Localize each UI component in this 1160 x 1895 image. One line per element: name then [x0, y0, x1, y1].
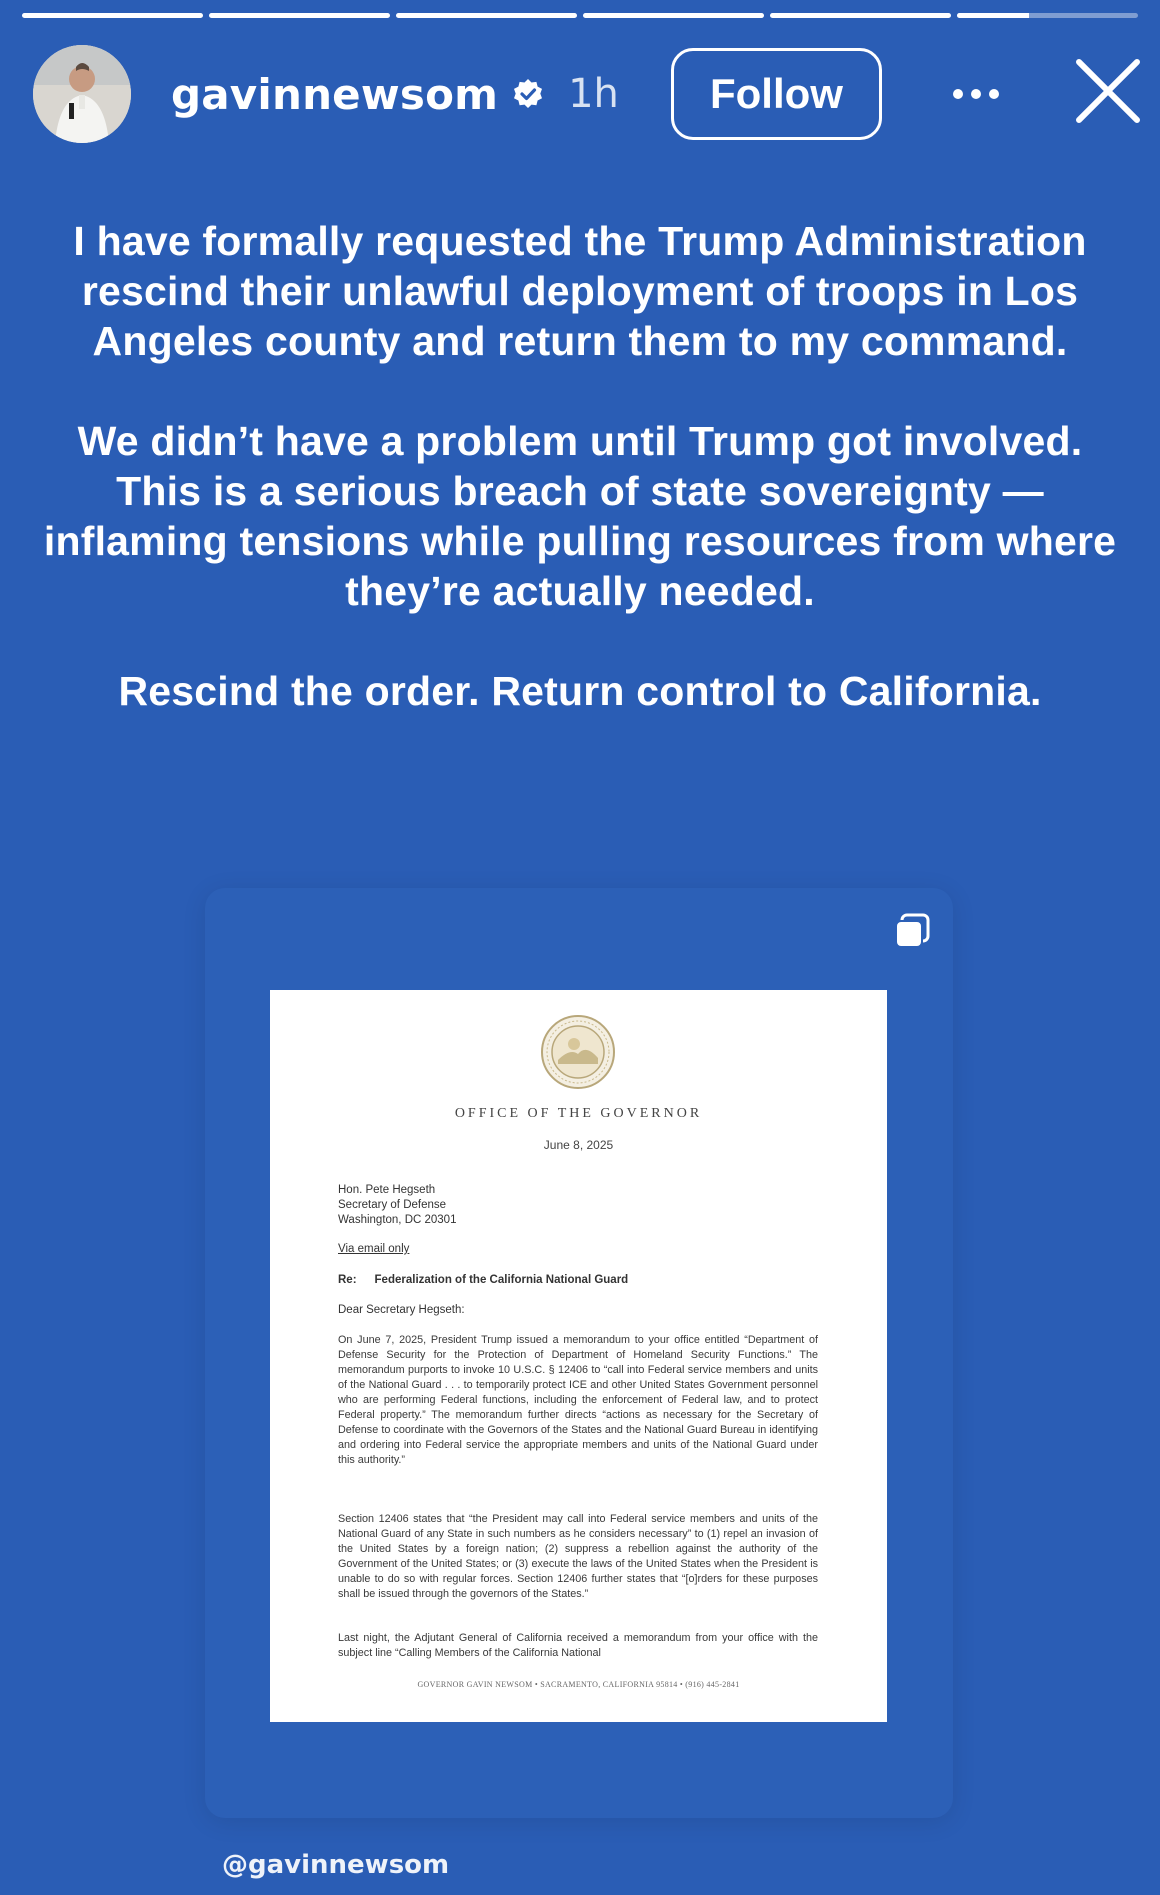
story-progress-bar	[22, 13, 1138, 18]
story-paragraph-2: We didn’t have a problem until Trump got involved. This is a serious breach of state sovereignty — inflaming tensions while pulling resources from where they’re actually needed.	[43, 418, 1117, 614]
letter-addressee	[338, 1183, 456, 1228]
mention-tag[interactable]: @gavinnewsom	[222, 1850, 450, 1880]
close-x-icon[interactable]	[1073, 56, 1143, 126]
re-subject: Federalization of the California National Guard	[374, 1274, 629, 1286]
follow-button[interactable]: Follow	[671, 48, 882, 140]
carousel-multiple-icon	[893, 912, 931, 950]
more-horizontal-icon[interactable]	[948, 66, 1004, 122]
progress-segment	[957, 13, 1138, 18]
letter-body-paragraph: Section 12406 states that “the President may call into Federal service members and units of the National Guard of any State in such numbers as he considers necessary” to (1) repel an invasion of the United States by a foreign nation; (2) suppress a rebellion against the authority of the Government of the United States; or (3) execute the laws of the United States when the President is unable to do so with regular forces. Section 12406 further states that “[o]rders for these purposes shall be issued through the governors of the States.”	[338, 1513, 818, 1600]
letter-document-image[interactable]	[270, 990, 887, 1722]
story-text	[40, 216, 1120, 766]
addressee-line: Washington, DC 20301	[338, 1214, 457, 1226]
letter-subject	[338, 1274, 628, 1286]
username[interactable]: gavinnewsom	[171, 69, 499, 119]
letter-body-paragraph: On June 7, 2025, President Trump issued a memorandum to your office entitled “Department of Defense Security for the Protection of Department of Homeland Security Functions.” The memorandum purports to invoke 10 U.S.C. § 12406 to “call into Federal service members and units of the National Guard . . . to temporarily protect ICE and other United States Government personnel who are performing Federal functions, including the enforcement of Federal law, and to protect Federal property.” The memorandum further directs “actions as necessary for the Secretary of Defense to coordinate with the Governors of the States and the National Guard Bureau in identifying and ordering into Federal service the appropriate members and units of the National Guard under this authority.”	[338, 1334, 818, 1466]
letterhead-title: OFFICE OF THE GOVERNOR	[454, 1106, 703, 1121]
progress-segment	[770, 13, 951, 18]
avatar[interactable]	[33, 45, 131, 143]
post-time: 1h	[568, 71, 619, 117]
letter-date: June 8, 2025	[543, 1138, 614, 1152]
progress-segment	[22, 13, 203, 18]
story-header	[33, 44, 1135, 144]
letter-footer: GOVERNOR GAVIN NEWSOM • SACRAMENTO, CALIFORNIA 95814 • (916) 445-2841	[417, 1680, 740, 1689]
delivery-method: Via email only	[338, 1243, 410, 1255]
re-label: Re:	[338, 1274, 357, 1286]
letter-salutation: Dear Secretary Hegseth:	[338, 1304, 465, 1316]
verified-badge-icon	[512, 78, 544, 110]
story-paragraph-1: I have formally requested the Trump Administration rescind their unlawful deployment of troops in Los Angeles county and return them to my command.	[73, 218, 1087, 364]
letter-body-paragraph: Last night, the Adjutant General of California received a memorandum from your office with the subject line “Calling Members of the California National	[338, 1632, 818, 1659]
addressee-line: Secretary of Defense	[338, 1199, 447, 1211]
california-seal-icon	[540, 1014, 616, 1090]
addressee-line: Hon. Pete Hegseth	[338, 1184, 436, 1196]
progress-segment	[209, 13, 390, 18]
progress-segment	[396, 13, 577, 18]
progress-segment	[583, 13, 764, 18]
story-paragraph-3: Rescind the order. Return control to California.	[118, 668, 1042, 714]
